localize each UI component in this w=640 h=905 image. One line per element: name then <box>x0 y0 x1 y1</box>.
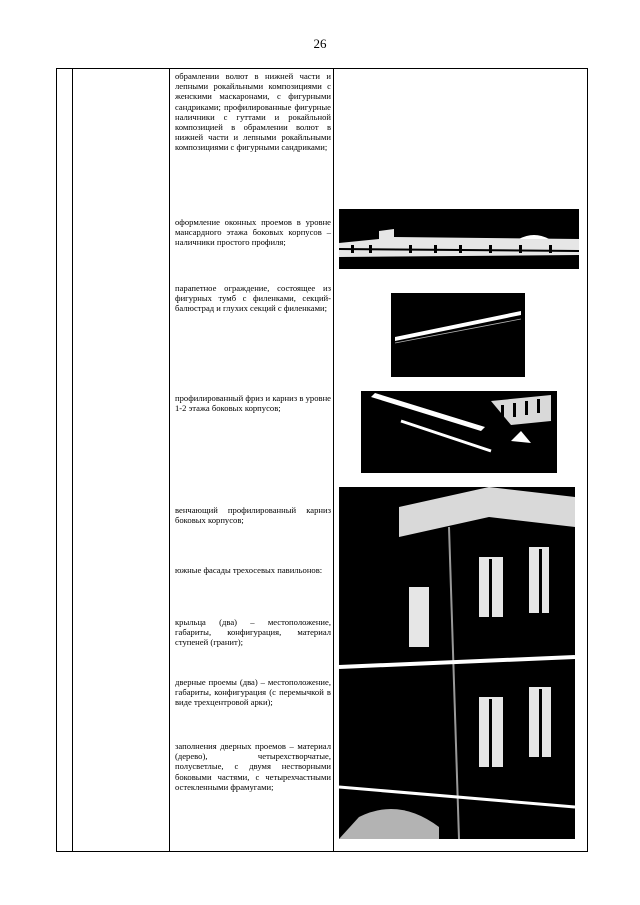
entry-text: заполнения дверных проемов – материал (дерево), четырехстворчатые, полусветлые, с двумя нестворными боковыми частями, с четырехчастными остекленными фрамугами; <box>175 741 331 792</box>
entry-text: венчающий профилированный карниз боковых корпусов; <box>175 505 331 526</box>
column-divider <box>169 69 170 851</box>
entry-text: южные фасады трехосевых павильонов: <box>175 565 323 575</box>
table <box>56 68 588 852</box>
column-divider <box>72 69 73 851</box>
parapet-photo <box>391 293 525 377</box>
entry-text: дверные проемы (два) – местоположение, габариты, конфигурация (с перемычкой в виде трехцентровой арки); <box>175 677 331 708</box>
page-number: 26 <box>313 36 327 51</box>
entry-text: профилированный фриз и карниз в уровне 1-2 этажа боковых корпусов; <box>175 393 331 414</box>
entry-text: оформление оконных проемов в уровне мансардного этажа боковых корпусов – наличники простого профиля; <box>175 217 331 248</box>
entry-text: обрамлении волют в нижней части и лепными рокайльными композициями с женскими маскаронами, с фигурными сандриками; профилированные фигурные наличники с гуттами и рокайльной композицией в обрамлении волют в нижней части и лепными рокайльными композициями с фигурными сандриками; <box>175 71 331 153</box>
pavilion-facade-photo <box>339 487 575 839</box>
column-divider <box>333 69 334 851</box>
facade-photo-mansard <box>339 209 579 269</box>
entry-text: парапетное ограждение, состоящее из фигурных тумб с филенками, секций-балюстрад и глухих секций с филенками; <box>175 283 331 314</box>
frieze-cornice-photo <box>361 391 557 473</box>
entry-text: крыльца (два) – местоположение, габариты, конфигурация, материал ступеней (гранит); <box>175 617 331 648</box>
